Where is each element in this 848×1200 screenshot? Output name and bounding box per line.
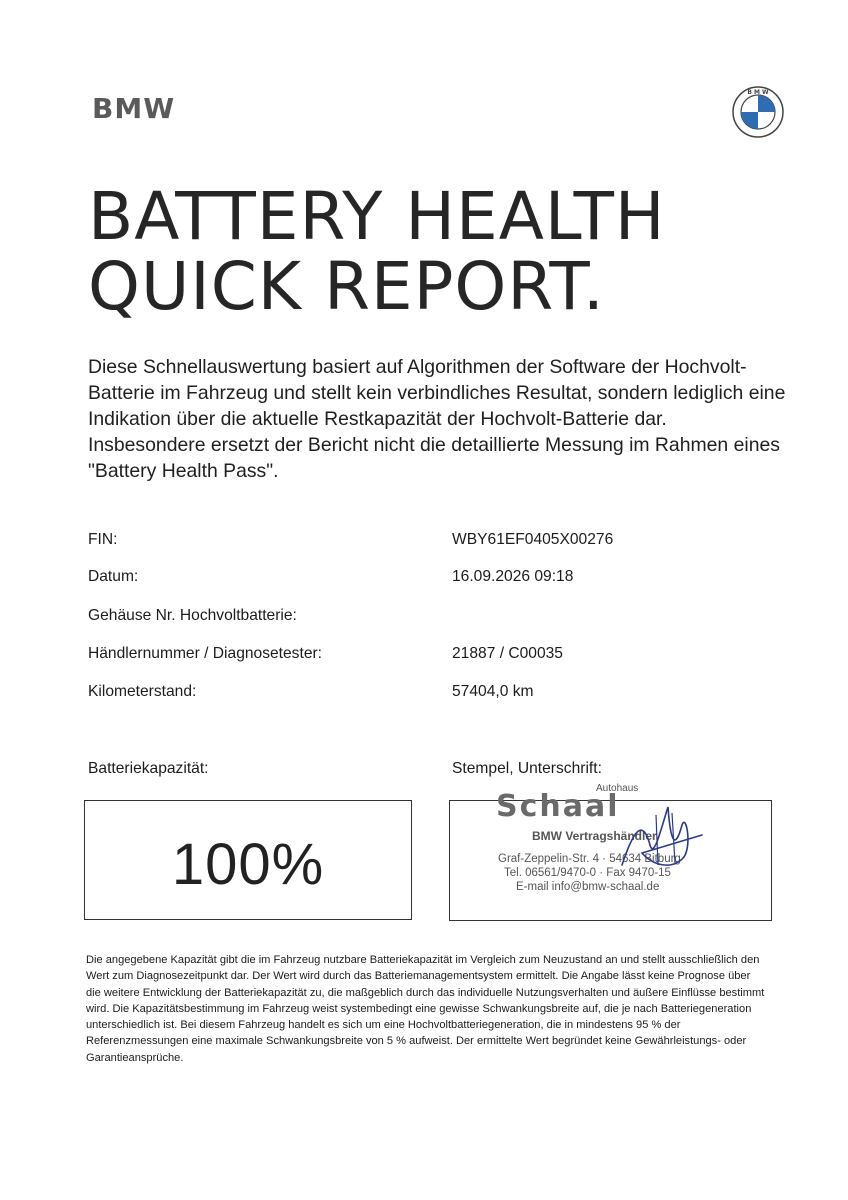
stamp-dealer-type: BMW Vertragshändler xyxy=(532,829,657,843)
signature-scribble xyxy=(612,795,712,875)
stamp-box xyxy=(449,783,772,921)
brand-wordmark: BMW xyxy=(92,92,176,125)
stamp-address: Graf-Zeppelin-Str. 4 · 54634 Bitburg xyxy=(498,853,681,865)
page-title xyxy=(88,178,666,325)
field-label: FIN: xyxy=(88,531,118,548)
field-value: 57404,0 km xyxy=(452,683,534,700)
svg-text:B M W: B M W xyxy=(747,89,769,96)
capacity-label: Batteriekapazität: xyxy=(88,760,209,777)
field-label: Händlernummer / Diagnosetester: xyxy=(88,645,323,662)
field-row-date xyxy=(88,568,788,592)
title-line-1: BATTERY HEALTH xyxy=(88,178,666,255)
bmw-roundel-logo xyxy=(732,86,784,138)
title-line-2: QUICK REPORT. xyxy=(88,248,605,325)
intro-paragraph: Diese Schnellauswertung basiert auf Algorithmen der Software der Hochvolt-Batterie im Fahrzeug und stellt kein verbindliches Resultat, sondern lediglich eine Indikation über die aktuelle Restkapazität der Hochvolt-Batterie dar. Insbesondere ersetzt der Bericht nicht die detaillierte Messung im Rahmen eines "Battery Health Pass". xyxy=(88,356,786,482)
dealer-stamp xyxy=(496,783,696,893)
stamp-subtitle: Autohaus xyxy=(596,783,639,794)
field-row-fin xyxy=(88,531,788,555)
capacity-box xyxy=(84,800,412,920)
disclaimer-text: Die angegebene Kapazität gibt die im Fahrzeug nutzbare Batteriekapazität im Vergleich zum Neuzustand an und stellt ausschließlich den Wert zum Diagnosezeitpunkt dar. Der Wert wird durch das Batteriemanagementsystem ermittelt. Die Angabe lässt keine Prognose über die weitere Entwicklung der Batteriekapazität zu, die maßgeblich durch das individuelle Nutzungsverhalten und äußere Einflüsse bestimmt wird. Die Kapazitätsbestimmung im Fahrzeug weist systembedingt eine gewisse Schwankungsbreite auf, die je nach Batteriegeneration unterschiedlich ist. Bei diesem Fahrzeug handelt es sich um eine Hochvoltbatteriegeneration, die in mindestens 95 % der Referenzmessungen eine maximale Schwankungsbreite von 5 % aufweist. Der ermittelte Wert begründet keine Gewährleistungs- oder Garantieansprüche. xyxy=(86,954,765,1064)
field-label: Gehäuse Nr. Hochvoltbatterie: xyxy=(88,607,297,624)
field-value: 16.09.2026 09:18 xyxy=(452,568,574,585)
field-value: 21887 / C00035 xyxy=(452,645,563,662)
field-row-mileage xyxy=(88,683,788,707)
stamp-phone: Tel. 06561/9470-0 · Fax 9470-15 xyxy=(504,867,671,879)
field-row-dealer-tester xyxy=(88,645,788,669)
field-value: WBY61EF0405X00276 xyxy=(452,531,614,548)
stamp-label: Stempel, Unterschrift: xyxy=(452,760,602,777)
stamp-email: E-mail info@bmw-schaal.de xyxy=(516,881,660,893)
field-label: Datum: xyxy=(88,568,139,585)
field-row-housing-number xyxy=(88,607,788,631)
stamp-dealer-name: Schaal xyxy=(496,789,620,824)
capacity-value: 100% xyxy=(171,832,325,897)
field-label: Kilometerstand: xyxy=(88,683,197,700)
